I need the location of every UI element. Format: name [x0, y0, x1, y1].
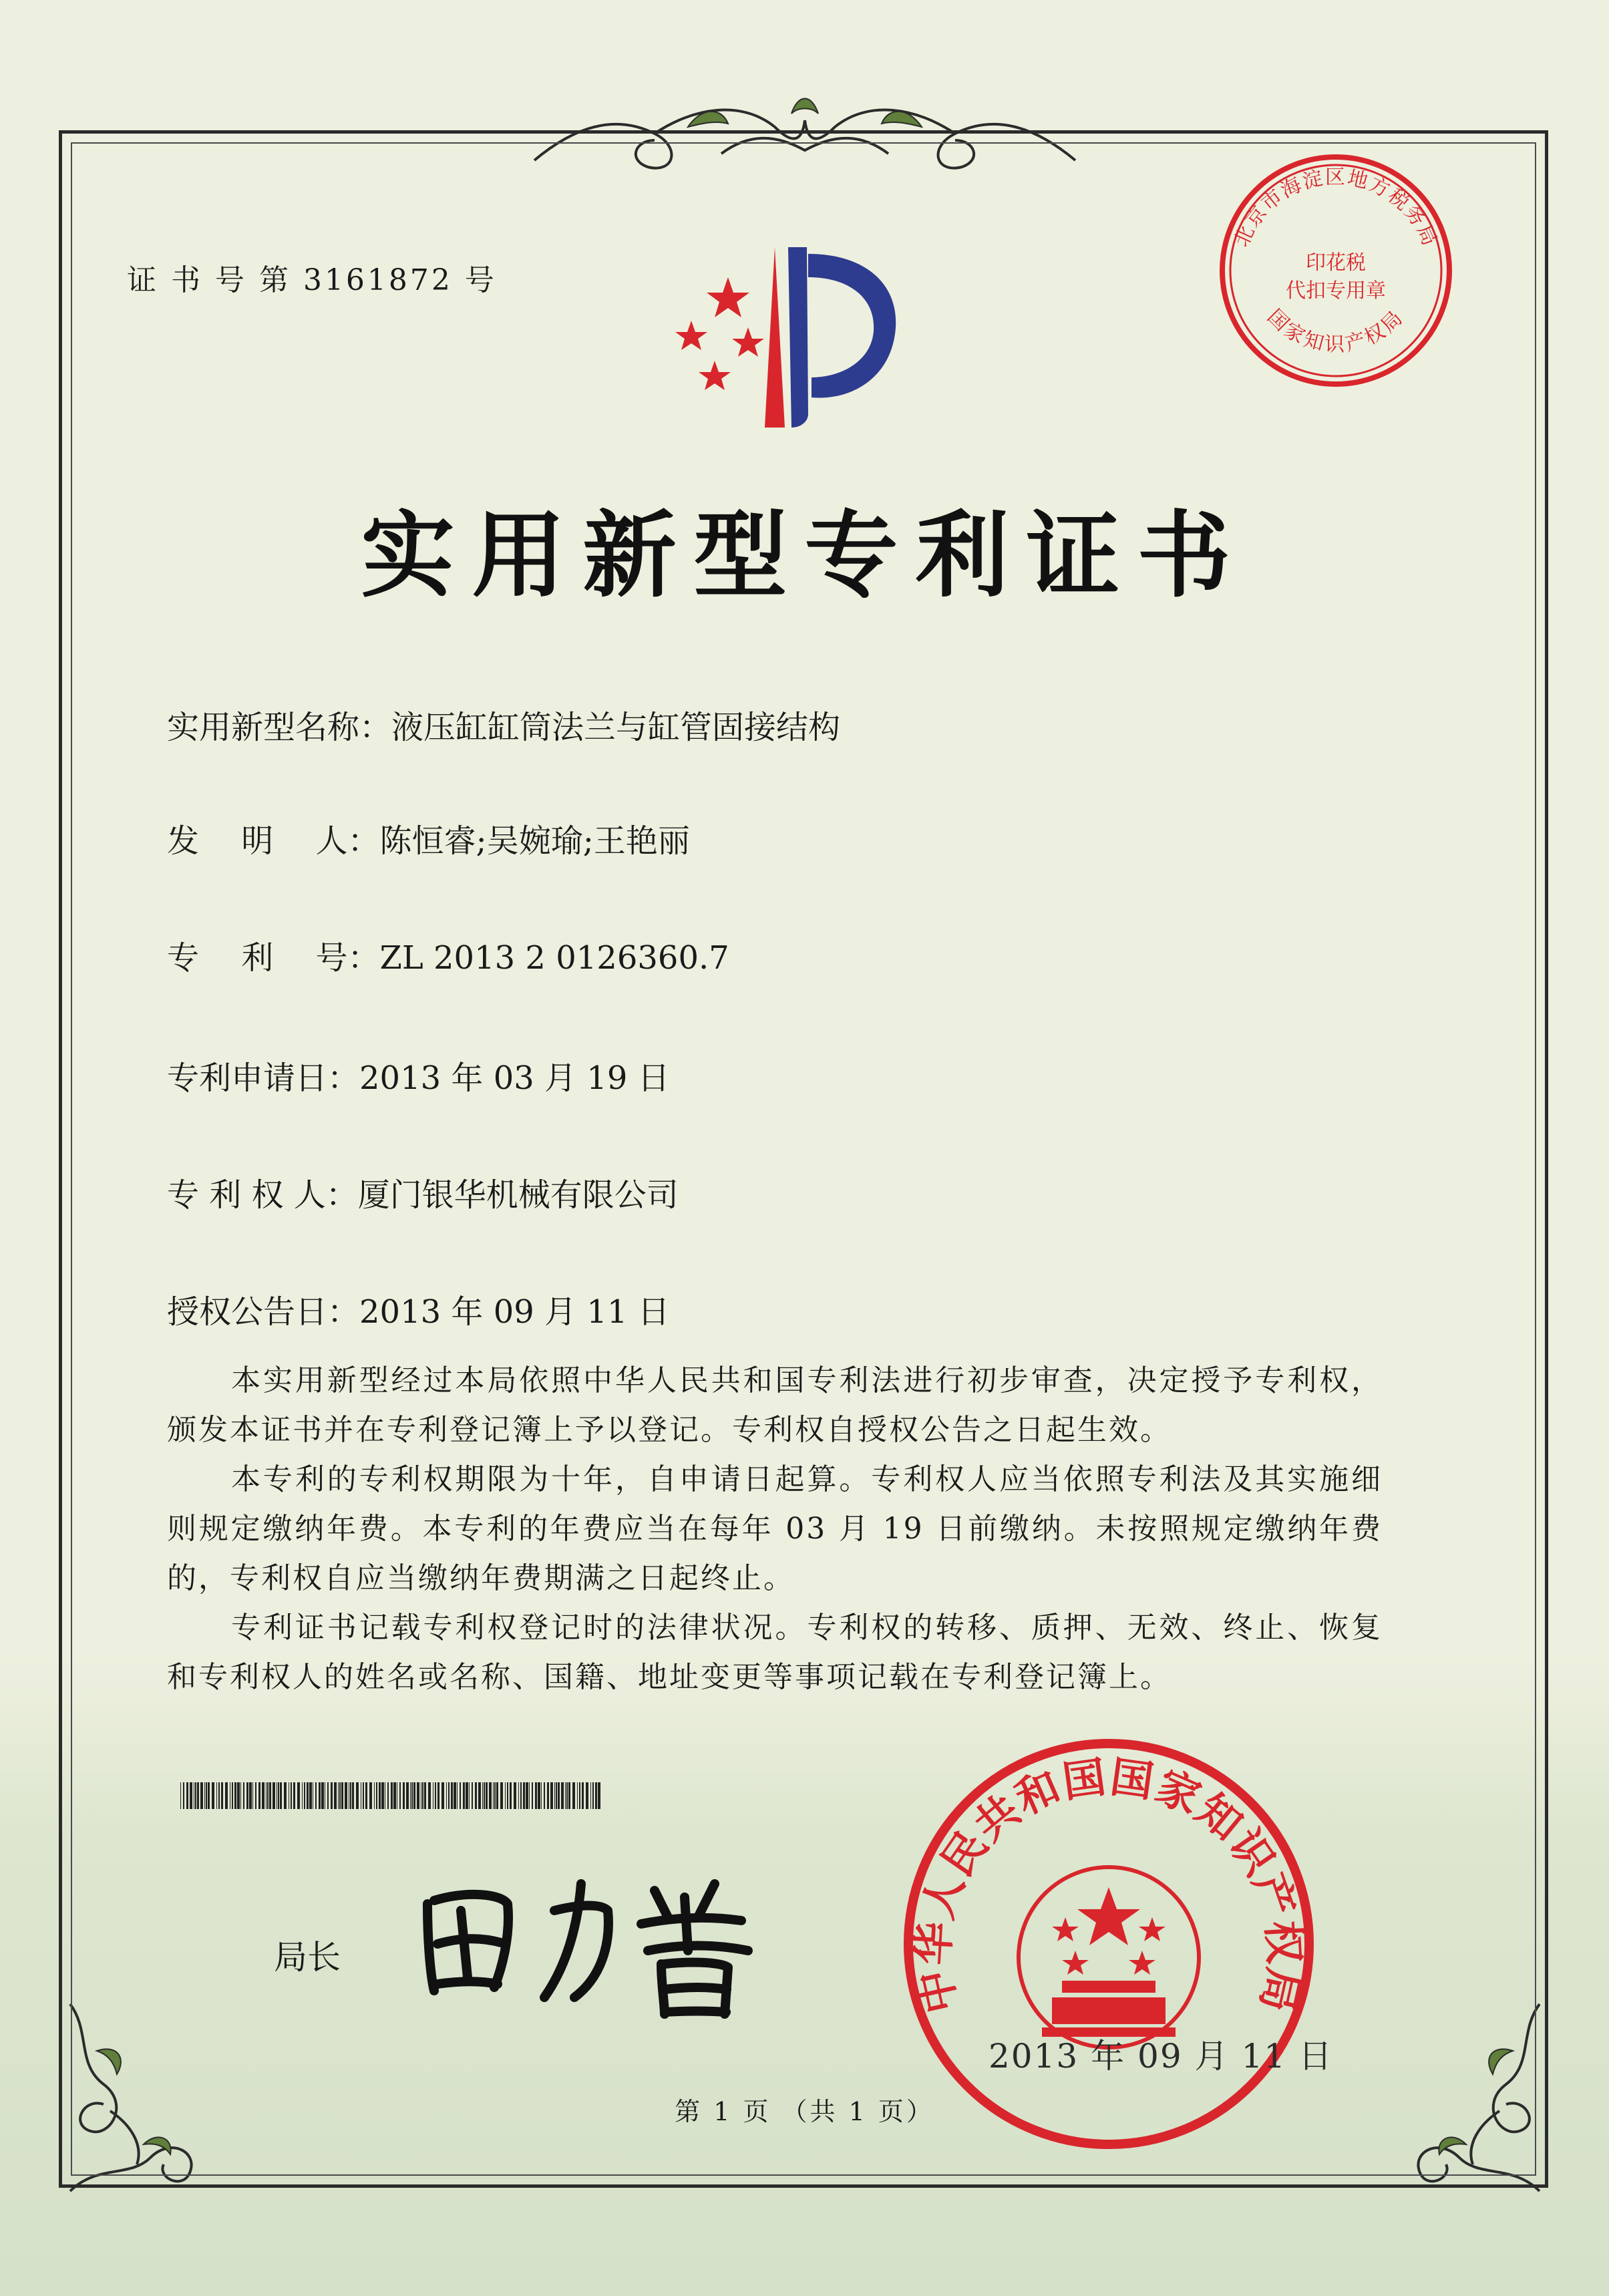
- field-value: 陈恒睿;吴婉瑜;王艳丽: [379, 822, 690, 860]
- barcode-bar: [350, 1782, 351, 1809]
- barcode-bar: [582, 1782, 584, 1809]
- barcode-bar: [448, 1782, 450, 1809]
- barcode-bar: [258, 1782, 260, 1809]
- tax-seal-center-line2: 代扣专用章: [1286, 279, 1386, 303]
- barcode-bar: [297, 1782, 300, 1809]
- field-label: 专 利 号：: [167, 939, 380, 977]
- barcode-bar: [381, 1782, 384, 1809]
- barcode-bar: [422, 1782, 423, 1809]
- barcode-bar: [520, 1782, 522, 1809]
- barcode-bar: [454, 1782, 456, 1809]
- svg-text:中华人民共和国国家知识产权局: [909, 1753, 1309, 2017]
- barcode-bar: [496, 1782, 498, 1809]
- barcode-bar: [406, 1782, 409, 1809]
- barcode-bar: [269, 1782, 271, 1809]
- barcode-bar: [363, 1782, 364, 1809]
- barcode-bar: [249, 1782, 252, 1809]
- barcode-bar: [451, 1782, 453, 1809]
- field-patentee: [167, 1169, 679, 1215]
- barcode-bar: [212, 1782, 214, 1809]
- barcode-bar: [538, 1782, 540, 1809]
- barcode-bar: [500, 1782, 503, 1809]
- barcode-bar: [561, 1782, 564, 1809]
- barcode-bar: [411, 1782, 413, 1809]
- barcode-bar: [446, 1782, 447, 1809]
- barcode-bar: [556, 1782, 557, 1809]
- barcode-bar: [478, 1782, 481, 1809]
- barcode-bar: [466, 1782, 468, 1809]
- field-utility-model-name: [167, 701, 840, 748]
- barcode-bar: [410, 1782, 411, 1809]
- barcode-bar: [457, 1782, 458, 1809]
- inner-frame: [71, 142, 1536, 2176]
- svg-text:国家知识产权局: [1262, 305, 1409, 357]
- barcode-bar: [339, 1782, 341, 1809]
- barcode-bar: [309, 1782, 312, 1809]
- barcode-bar: [592, 1782, 594, 1809]
- field-label: 发 明 人：: [167, 822, 380, 860]
- barcode-bar: [532, 1782, 533, 1809]
- barcode-bar: [278, 1782, 279, 1809]
- barcode-icon: [180, 1782, 601, 1809]
- barcode-bar: [510, 1782, 512, 1809]
- barcode-bar: [338, 1782, 339, 1809]
- barcode-bar: [489, 1782, 492, 1809]
- tax-seal-stamp: [1216, 150, 1456, 391]
- state-seal-ring-text: 中华人民共和国国家知识产权局: [908, 1752, 1309, 2017]
- barcode-bar: [391, 1782, 393, 1809]
- barcode-bar: [403, 1782, 405, 1809]
- barcode-bar: [437, 1782, 439, 1809]
- barcode-bar: [232, 1782, 233, 1809]
- body-paragraph: 本专利的专利权期限为十年，自申请日起算。专利权人应当依照专利法及其实施细则规定缴纳年费。本专利的年费应当在每年 03 月 19 日前缴纳。未按照规定缴纳年费的，专利权自应当缴纳年费期满之日起终止。: [167, 1462, 1383, 1595]
- barcode-bar: [327, 1782, 329, 1809]
- barcode-bar: [352, 1782, 354, 1809]
- certificate-number: 证 书 号 第 3161872 号: [127, 263, 497, 297]
- barcode-bar: [218, 1782, 220, 1809]
- svg-text:北京市海淀区地方税务局: [1230, 166, 1441, 251]
- barcode-bar: [365, 1782, 367, 1809]
- barcode-bar: [568, 1782, 570, 1809]
- barcode-bar: [195, 1782, 196, 1809]
- barcode-bar: [302, 1782, 303, 1809]
- field-value: 液压缸缸筒法兰与缸管固接结构: [391, 709, 841, 746]
- barcode-bar: [356, 1782, 359, 1809]
- field-inventors: [167, 815, 690, 861]
- sipo-emblem-icon: [648, 240, 915, 434]
- barcode-bar: [341, 1782, 343, 1809]
- barcode-bar: [590, 1782, 591, 1809]
- barcode-bar: [460, 1782, 461, 1809]
- barcode-bar: [413, 1782, 415, 1809]
- barcode-bar: [345, 1782, 347, 1809]
- barcode-bar: [197, 1782, 199, 1809]
- barcode-bar: [200, 1782, 203, 1809]
- body-paragraph: 本实用新型经过本局依照中华人民共和国专利法进行初步审查，决定授予专利权，颁发本证书并在专利登记簿上予以登记。专利权自授权公告之日起生效。: [167, 1363, 1383, 1447]
- barcode-bar: [424, 1782, 426, 1809]
- barcode-bar: [535, 1782, 537, 1809]
- barcode-bar: [240, 1782, 241, 1809]
- barcode-bar: [469, 1782, 470, 1809]
- barcode-bar: [526, 1782, 528, 1809]
- barcode-bar: [565, 1782, 566, 1809]
- barcode-bar: [376, 1782, 377, 1809]
- barcode-bar: [291, 1782, 292, 1809]
- barcode-bar: [463, 1782, 465, 1809]
- tax-seal-ring-text: 北京市海淀区地方税务局: [1230, 166, 1442, 251]
- barcode-bar: [284, 1782, 287, 1809]
- barcode-bar: [204, 1782, 205, 1809]
- barcode-bar: [331, 1782, 333, 1809]
- field-label: 专利申请日：: [167, 1059, 360, 1097]
- barcode-bar: [547, 1782, 549, 1809]
- barcode-bar: [273, 1782, 275, 1809]
- director-signature: [401, 1844, 775, 2024]
- barcode-bar: [482, 1782, 483, 1809]
- barcode-bar: [186, 1782, 188, 1809]
- barcode-bar: [243, 1782, 244, 1809]
- barcode-bar: [572, 1782, 575, 1809]
- field-value: 2013 年 03 月 19 日: [359, 1059, 670, 1097]
- field-value: ZL 2013 2 0126360.7: [379, 939, 729, 977]
- barcode-bar: [586, 1782, 588, 1809]
- barcode-bar: [399, 1782, 401, 1809]
- barcode-bar: [246, 1782, 248, 1809]
- barcode-bar: [494, 1782, 496, 1809]
- barcode-bar: [577, 1782, 578, 1809]
- barcode-bar: [379, 1782, 381, 1809]
- barcode-bar: [293, 1782, 295, 1809]
- barcode-bar: [334, 1782, 337, 1809]
- barcode-bar: [554, 1782, 555, 1809]
- barcode-bar: [529, 1782, 530, 1809]
- field-label: 专 利 权 人：: [167, 1176, 358, 1214]
- barcode-bar: [475, 1782, 477, 1809]
- barcode-bar: [374, 1782, 375, 1809]
- barcode-bar: [558, 1782, 560, 1809]
- barcode-bar: [393, 1782, 396, 1809]
- tax-seal-center-line1: 印花税: [1306, 251, 1366, 275]
- barcode-bar: [550, 1782, 553, 1809]
- barcode-bar: [579, 1782, 580, 1809]
- certificate-title: 实用新型专利证书: [361, 501, 1248, 611]
- barcode-bar: [598, 1782, 600, 1809]
- barcode-bar: [255, 1782, 256, 1809]
- barcode-bar: [206, 1782, 207, 1809]
- barcode-bar: [417, 1782, 419, 1809]
- barcode-bar: [441, 1782, 444, 1809]
- barcode-bar: [234, 1782, 236, 1809]
- barcode-bar: [237, 1782, 240, 1809]
- barcode-bar: [319, 1782, 321, 1809]
- tax-seal-bottom-text: 国家知识产权局: [1262, 305, 1409, 357]
- barcode-bar: [216, 1782, 217, 1809]
- certificate-body: [167, 1356, 1383, 1702]
- barcode-bar: [518, 1782, 519, 1809]
- director-label: 局长: [274, 1938, 341, 1977]
- barcode-bar: [180, 1782, 181, 1809]
- field-value: 2013 年 09 月 11 日: [359, 1293, 670, 1331]
- barcode-bar: [221, 1782, 223, 1809]
- barcode-bar: [183, 1782, 184, 1809]
- barcode-bar: [387, 1782, 389, 1809]
- barcode-bar: [304, 1782, 305, 1809]
- field-grant-date: [167, 1286, 670, 1332]
- field-label: 实用新型名称：: [167, 709, 392, 746]
- barcode-bar: [566, 1782, 568, 1809]
- body-paragraph: 专利证书记载专利权登记时的法律状况。专利权的转移、质押、无效、终止、恢复和专利权人的姓名或名称、国籍、地址变更等事项记载在专利登记簿上。: [167, 1611, 1383, 1694]
- barcode-bar: [544, 1782, 545, 1809]
- barcode-bar: [486, 1782, 488, 1809]
- barcode-bar: [315, 1782, 317, 1809]
- field-application-date: [167, 1052, 670, 1098]
- barcode-bar: [369, 1782, 372, 1809]
- barcode-bar: [262, 1782, 264, 1809]
- barcode-bar: [252, 1782, 253, 1809]
- barcode-bar: [435, 1782, 436, 1809]
- barcode-bar: [484, 1782, 485, 1809]
- barcode-bar: [428, 1782, 431, 1809]
- barcode-bar: [523, 1782, 525, 1809]
- barcode-bar: [595, 1782, 597, 1809]
- barcode-bar: [280, 1782, 282, 1809]
- field-value: 厦门银华机械有限公司: [357, 1176, 679, 1214]
- barcode-bar: [472, 1782, 473, 1809]
- field-label: 授权公告日：: [167, 1293, 360, 1331]
- barcode-bar: [208, 1782, 210, 1809]
- seal-date: 2013 年 09 月 11 日: [989, 2037, 1333, 2076]
- barcode-bar: [307, 1782, 309, 1809]
- barcode-bar: [267, 1782, 269, 1809]
- barcode-bar: [225, 1782, 228, 1809]
- field-patent-number: [167, 932, 729, 978]
- barcode-bar: [541, 1782, 542, 1809]
- page-number: 第 1 页 （共 1 页）: [675, 2097, 934, 2126]
- state-ip-office-seal-stamp: [902, 1737, 1316, 2151]
- barcode-bar: [514, 1782, 516, 1809]
- barcode-bar: [190, 1782, 192, 1809]
- barcode-bar: [507, 1782, 508, 1809]
- barcode-bar: [493, 1782, 494, 1809]
- barcode-bar: [321, 1782, 324, 1809]
- barcode-bar: [505, 1782, 506, 1809]
